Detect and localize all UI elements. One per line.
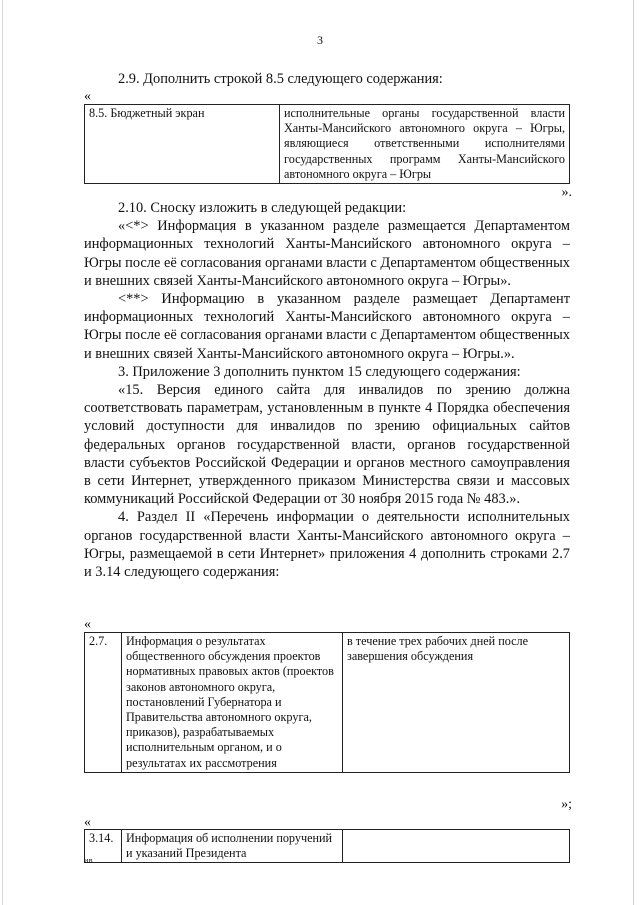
table-budget-screen [84,104,570,184]
body-text [84,199,570,581]
close-quote-1: ». [561,185,572,200]
page-edge-left [2,0,3,905]
table-row-3-14 [84,829,570,863]
table1-col1: 8.5. Бюджетный экран [85,105,280,184]
footer-mark: ив [84,856,94,865]
item-4: 4. Раздел II «Перечень информации о деятельности исполнительных органов государственной власти Ханты-Мансийского автономного округа – Югры, размещаемой в сети Интернет» приложения 4 дополнить строками 2.7 и 3.14 следующего содержания: [84,509,570,581]
page-edge-right [633,0,634,905]
table3-term [343,830,570,863]
table-row [85,633,570,773]
item-2-10: 2.10. Сноску изложить в следующей редакции: [118,200,407,216]
table2-info: Информация о результатах общественного обсуждения проектов нормативных правовых актов (проектов законов автономного округа, постановлений Губернатора и Правительства автономного округа, приказов), разрабатываемых исполнительным органом, и о результатах их рассмотрения [122,633,343,773]
close-quote-2: »; [561,797,572,812]
table3-num: 3.14. [85,830,122,863]
item-3: 3. Приложение 3 дополнить пунктом 15 следующего содержания: [118,363,521,380]
table-row-2-7 [84,632,570,773]
open-quote-3: « [84,815,91,830]
open-quote-2: « [84,617,91,632]
footnote-1: «<*> Информация в указанном разделе размещается Департаментом информационных технологий Ханты-Мансийского автономного округа – Югры после её согласования органами власти с Департаментом общественных и внешних связей Ханты-Мансийского автономного округа – Югры». [84,218,570,289]
table3-info: Информация об исполнении поручений и указаний Президента [122,830,343,863]
footnote-2: <**> Информацию в указанном разделе размещает Департамент информационных технологий Ханты-Мансийского автономного округа – Югры после её согласования органами власти с Департаментом общественных и внешних связей Ханты-Мансийского автономного округа – Югры.». [84,291,570,362]
table2-num: 2.7. [85,633,122,773]
open-quote-1: « [84,89,91,104]
table-row [85,830,570,863]
table2-term: в течение трех рабочих дней после завершения обсуждения [343,633,570,773]
item-2-9 [84,70,570,88]
item-2-9-text: 2.9. Дополнить строкой 8.5 следующего содержания: [118,71,443,87]
table1-col2: исполнительные органы государственной власти Ханты-Мансийского автономного округа – Югры, являющиеся ответственными исполнителями государственных программ Ханты-Мансийского автономного округа – Югры [280,105,570,184]
page-number: 3 [317,33,323,47]
item-15: «15. Версия единого сайта для инвалидов по зрению должна соответствовать параметрам, установленным в пункте 4 Порядка обеспечения условий доступности для инвалидов по зрению официальных сайтов федеральных органов государственной власти, органов государственной власти субъектов Российской Федерации и органов местного самоуправления в сети Интернет, утвержденного приказом Министерства связи и массовых коммуникаций Российской Федерации от 30 ноября 2015 года № 483.». [84,382,570,508]
table-row [85,105,570,184]
